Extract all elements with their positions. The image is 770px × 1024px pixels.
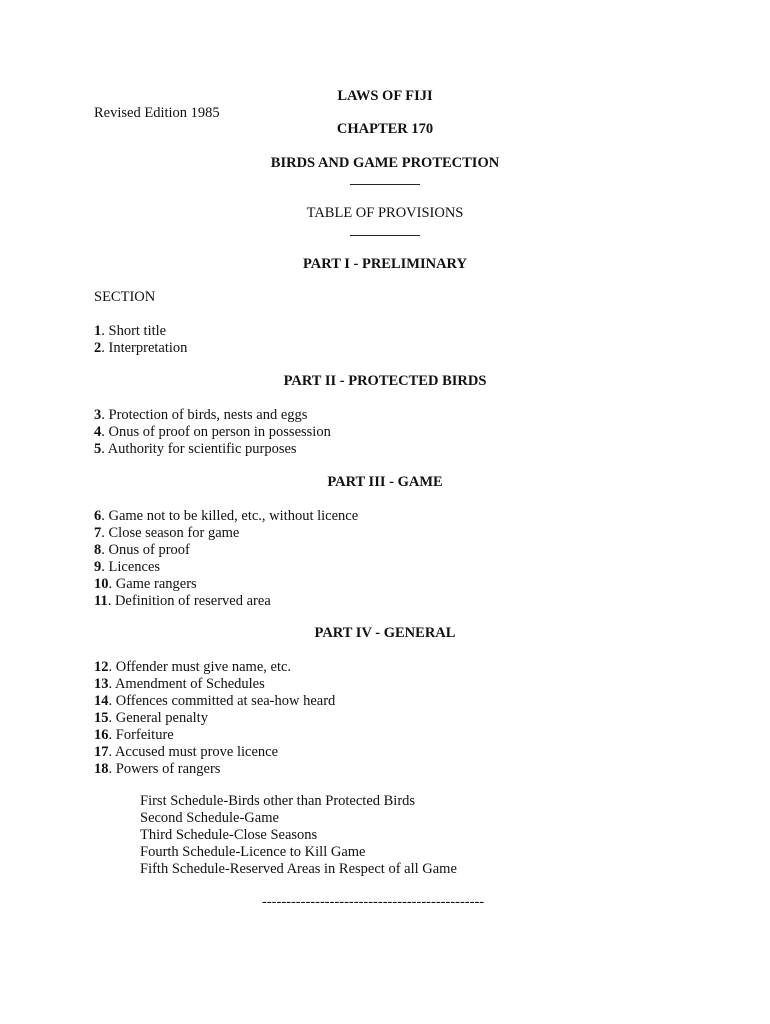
part-2-list [94,407,331,458]
section-label: SECTION [94,289,156,305]
provision-item: 15. General penalty [94,710,208,726]
chapter-number: CHAPTER 170 [336,121,434,137]
part-4-list [94,659,335,778]
provision-item: 10. Game rangers [94,576,197,592]
provision-item: 4. Onus of proof on person in possession [94,424,331,440]
end-dashed-line: ---------------------------------------------- [262,894,485,910]
provision-item: 6. Game not to be killed, etc., without licence [94,508,359,524]
part-3-list [94,508,358,610]
part-1-list [94,323,187,357]
part-3-heading: PART III - GAME [327,474,443,490]
schedule-item: Second Schedule-Game [140,810,279,826]
schedules-list [140,793,457,878]
provision-item: 17. Accused must prove licence [94,744,279,760]
provision-item: 8. Onus of proof [94,542,190,558]
provision-item: 18. Powers of rangers [94,761,221,777]
schedule-item: Fifth Schedule-Reserved Areas in Respect of all Game [140,861,457,877]
provision-item: 11. Definition of reserved area [94,593,271,609]
provision-item: 13. Amendment of Schedules [94,676,265,692]
part-1-heading: PART I - PRELIMINARY [303,256,467,272]
provision-item: 9. Licences [94,559,161,575]
part-4-heading: PART IV - GENERAL [314,625,456,641]
laws-title: LAWS OF FIJI [337,88,433,104]
provision-item: 12. Offender must give name, etc. [94,659,292,675]
schedule-item: Fourth Schedule-Licence to Kill Game [140,844,366,860]
table-of-provisions-heading: TABLE OF PROVISIONS [306,205,464,221]
provision-item: 16. Forfeiture [94,727,174,743]
provision-item: 5. Authority for scientific purposes [94,441,297,457]
provision-item: 14. Offences committed at sea-how heard [94,693,336,709]
provision-item: 3. Protection of birds, nests and eggs [94,407,308,423]
provision-item: 7. Close season for game [94,525,240,541]
part-2-heading: PART II - PROTECTED BIRDS [283,373,487,389]
revised-edition: Revised Edition 1985 [94,105,220,121]
toc-divider [350,235,420,236]
provision-item: 2. Interpretation [94,340,188,356]
schedule-item: First Schedule-Birds other than Protected Birds [140,793,416,809]
schedule-item: Third Schedule-Close Seasons [140,827,318,843]
provision-item: 1. Short title [94,323,167,339]
title-divider [350,184,420,185]
act-title: BIRDS AND GAME PROTECTION [270,155,500,171]
